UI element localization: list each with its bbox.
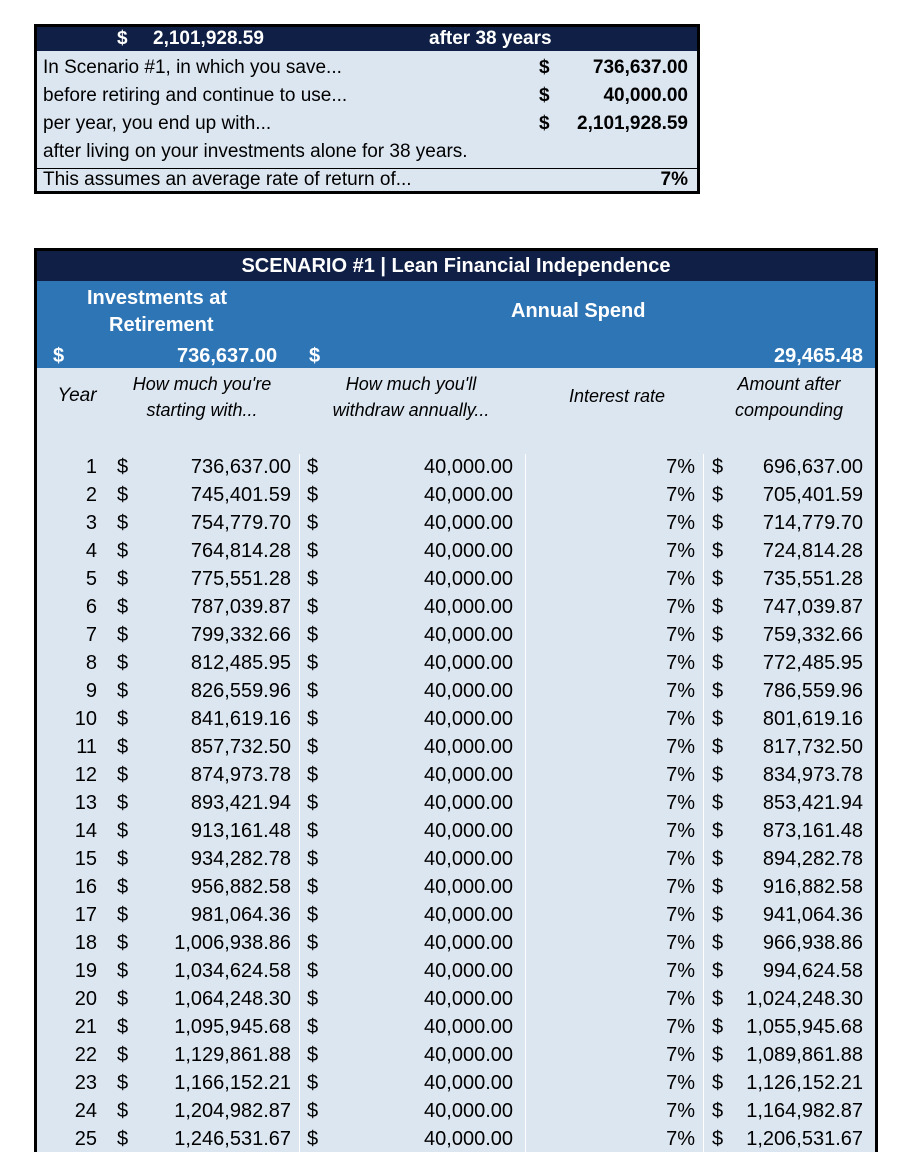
col-after: Amount after compounding xyxy=(734,374,844,420)
row-start-amount: 1,006,938.86 xyxy=(174,932,291,954)
row-interest-rate: 7% xyxy=(666,596,695,618)
row-start-dollar: $ xyxy=(117,1072,129,1094)
row-after-dollar: $ xyxy=(712,736,724,758)
row-interest-rate: 7% xyxy=(666,624,695,646)
row-start-amount: 775,551.28 xyxy=(190,568,291,590)
summary-header-years: after 38 years xyxy=(429,28,552,49)
row-interest-rate: 7% xyxy=(666,960,695,982)
table-row xyxy=(37,538,875,566)
row-withdraw-amount: 40,000.00 xyxy=(424,708,513,730)
row-withdraw-amount: 40,000.00 xyxy=(424,1100,513,1122)
row-withdraw-dollar: $ xyxy=(307,652,319,674)
row-interest-rate: 7% xyxy=(666,736,695,758)
row-after-dollar: $ xyxy=(712,988,724,1010)
row-after-amount: 696,637.00 xyxy=(762,456,863,478)
row-interest-rate: 7% xyxy=(666,904,695,926)
row-interest-rate: 7% xyxy=(666,484,695,506)
row-start-dollar: $ xyxy=(117,848,129,870)
scenario-summary-band xyxy=(37,281,875,368)
summary-header-dollar: $ xyxy=(117,28,128,49)
row-start-dollar: $ xyxy=(117,792,129,814)
row-after-amount: 724,814.28 xyxy=(762,540,863,562)
row-start-dollar: $ xyxy=(117,680,129,702)
row-after-amount: 994,624.58 xyxy=(762,960,863,982)
row-withdraw-amount: 40,000.00 xyxy=(424,792,513,814)
row-withdraw-amount: 40,000.00 xyxy=(424,596,513,618)
summary-line-5: This assumes an average rate of return of... xyxy=(43,169,412,190)
row-start-dollar: $ xyxy=(117,652,129,674)
row-withdraw-amount: 40,000.00 xyxy=(424,1044,513,1066)
row-withdraw-amount: 40,000.00 xyxy=(424,1016,513,1038)
row-after-dollar: $ xyxy=(712,1072,724,1094)
row-after-dollar: $ xyxy=(712,484,724,506)
row-start-amount: 1,095,945.68 xyxy=(174,1016,291,1038)
row-after-dollar: $ xyxy=(712,876,724,898)
table-row xyxy=(37,930,875,958)
row-year: 10 xyxy=(74,708,97,730)
row-start-dollar: $ xyxy=(117,988,129,1010)
row-year: 19 xyxy=(74,960,97,982)
row-interest-rate: 7% xyxy=(666,680,695,702)
row-year: 14 xyxy=(74,820,97,842)
row-after-dollar: $ xyxy=(712,764,724,786)
table-row xyxy=(37,818,875,846)
retirement-dollar: $ xyxy=(53,345,65,367)
annual-spend-amount: 29,465.48 xyxy=(774,345,863,367)
row-after-dollar: $ xyxy=(712,1016,724,1038)
table-row xyxy=(37,1070,875,1098)
row-after-amount: 1,089,861.88 xyxy=(746,1044,863,1066)
row-start-amount: 1,129,861.88 xyxy=(174,1044,291,1066)
row-withdraw-amount: 40,000.00 xyxy=(424,876,513,898)
row-year: 15 xyxy=(74,848,97,870)
row-start-dollar: $ xyxy=(117,1128,129,1150)
row-interest-rate: 7% xyxy=(666,848,695,870)
row-interest-rate: 7% xyxy=(666,988,695,1010)
row-interest-rate: 7% xyxy=(666,764,695,786)
col-starting: How much you're starting with... xyxy=(132,374,272,420)
row-withdraw-dollar: $ xyxy=(307,596,319,618)
summary-rate-divider xyxy=(699,168,700,194)
summary-savings-dollar: $ xyxy=(539,57,550,78)
row-after-amount: 894,282.78 xyxy=(762,848,863,870)
table-row xyxy=(37,1042,875,1070)
row-after-dollar: $ xyxy=(712,596,724,618)
row-start-dollar: $ xyxy=(117,456,129,478)
row-start-dollar: $ xyxy=(117,1100,129,1122)
row-start-amount: 745,401.59 xyxy=(190,484,291,506)
row-after-amount: 1,206,531.67 xyxy=(746,1128,863,1150)
summary-result-amount: 2,101,928.59 xyxy=(577,113,688,134)
row-withdraw-dollar: $ xyxy=(307,848,319,870)
row-after-amount: 772,485.95 xyxy=(762,652,863,674)
row-interest-rate: 7% xyxy=(666,1100,695,1122)
row-start-amount: 1,246,531.67 xyxy=(174,1128,291,1150)
table-row xyxy=(37,846,875,874)
row-after-amount: 1,126,152.21 xyxy=(746,1072,863,1094)
row-start-dollar: $ xyxy=(117,624,129,646)
row-interest-rate: 7% xyxy=(666,932,695,954)
row-start-amount: 981,064.36 xyxy=(190,904,291,926)
row-after-amount: 817,732.50 xyxy=(762,736,863,758)
table-row xyxy=(37,650,875,678)
row-after-amount: 916,882.58 xyxy=(762,876,863,898)
row-withdraw-dollar: $ xyxy=(307,484,319,506)
row-year: 16 xyxy=(74,876,97,898)
row-start-amount: 787,039.87 xyxy=(190,596,291,618)
row-year: 22 xyxy=(74,1044,97,1066)
row-year: 13 xyxy=(74,792,97,814)
row-interest-rate: 7% xyxy=(666,708,695,730)
row-after-amount: 1,164,982.87 xyxy=(746,1100,863,1122)
row-after-amount: 759,332.66 xyxy=(762,624,863,646)
row-after-dollar: $ xyxy=(712,568,724,590)
row-withdraw-amount: 40,000.00 xyxy=(424,1072,513,1094)
spend-dollar: $ xyxy=(309,345,321,367)
row-start-dollar: $ xyxy=(117,876,129,898)
column-headers xyxy=(37,368,875,442)
row-withdraw-amount: 40,000.00 xyxy=(424,1128,513,1150)
row-start-dollar: $ xyxy=(117,960,129,982)
summary-line-2: before retiring and continue to use... xyxy=(43,85,348,106)
row-withdraw-amount: 40,000.00 xyxy=(424,736,513,758)
row-withdraw-amount: 40,000.00 xyxy=(424,988,513,1010)
row-start-dollar: $ xyxy=(117,568,129,590)
row-after-amount: 966,938.86 xyxy=(762,932,863,954)
row-after-amount: 705,401.59 xyxy=(762,484,863,506)
row-interest-rate: 7% xyxy=(666,540,695,562)
row-after-dollar: $ xyxy=(712,680,724,702)
summary-line-4: after living on your investments alone for 38 years. xyxy=(43,141,468,162)
row-withdraw-dollar: $ xyxy=(307,680,319,702)
summary-spend-amount: 40,000.00 xyxy=(603,85,688,106)
summary-line-3: per year, you end up with... xyxy=(43,113,272,134)
row-withdraw-amount: 40,000.00 xyxy=(424,484,513,506)
row-year: 24 xyxy=(74,1100,97,1122)
row-after-dollar: $ xyxy=(712,904,724,926)
row-year: 23 xyxy=(74,1072,97,1094)
row-year: 2 xyxy=(85,484,97,506)
row-year: 17 xyxy=(74,904,97,926)
investments-label-line2: Retirement xyxy=(109,314,214,336)
row-year: 18 xyxy=(74,932,97,954)
table-row xyxy=(37,454,875,482)
table-row xyxy=(37,762,875,790)
row-year: 21 xyxy=(74,1016,97,1038)
row-after-dollar: $ xyxy=(712,792,724,814)
row-start-amount: 934,282.78 xyxy=(190,848,291,870)
summary-savings-amount: 736,637.00 xyxy=(592,57,688,78)
row-after-dollar: $ xyxy=(712,848,724,870)
summary-header-amount: 2,101,928.59 xyxy=(153,28,264,49)
row-start-dollar: $ xyxy=(117,904,129,926)
row-start-dollar: $ xyxy=(117,1044,129,1066)
column-divider xyxy=(703,454,704,1152)
row-withdraw-amount: 40,000.00 xyxy=(424,512,513,534)
row-start-dollar: $ xyxy=(117,736,129,758)
row-start-dollar: $ xyxy=(117,596,129,618)
col-withdraw: How much you'll withdraw annually... xyxy=(332,374,490,420)
row-start-dollar: $ xyxy=(117,764,129,786)
table-row xyxy=(37,902,875,930)
row-after-dollar: $ xyxy=(712,708,724,730)
row-after-amount: 1,055,945.68 xyxy=(746,1016,863,1038)
row-interest-rate: 7% xyxy=(666,1128,695,1150)
row-withdraw-amount: 40,000.00 xyxy=(424,540,513,562)
row-start-dollar: $ xyxy=(117,540,129,562)
row-year: 6 xyxy=(85,596,97,618)
row-start-amount: 841,619.16 xyxy=(190,708,291,730)
row-interest-rate: 7% xyxy=(666,1016,695,1038)
row-withdraw-amount: 40,000.00 xyxy=(424,680,513,702)
row-withdraw-dollar: $ xyxy=(307,1072,319,1094)
row-interest-rate: 7% xyxy=(666,568,695,590)
row-start-amount: 1,204,982.87 xyxy=(174,1100,291,1122)
row-interest-rate: 7% xyxy=(666,1044,695,1066)
table-row xyxy=(37,986,875,1014)
row-withdraw-amount: 40,000.00 xyxy=(424,932,513,954)
table-row xyxy=(37,1126,875,1152)
table-row xyxy=(37,594,875,622)
row-after-amount: 941,064.36 xyxy=(762,904,863,926)
row-after-amount: 1,024,248.30 xyxy=(746,988,863,1010)
row-after-dollar: $ xyxy=(712,652,724,674)
col-interest: Interest rate xyxy=(568,386,666,406)
table-row xyxy=(37,790,875,818)
row-start-amount: 1,034,624.58 xyxy=(174,960,291,982)
row-withdraw-dollar: $ xyxy=(307,792,319,814)
row-interest-rate: 7% xyxy=(666,876,695,898)
row-year: 9 xyxy=(85,680,97,702)
scenario-table xyxy=(34,248,878,1152)
row-withdraw-dollar: $ xyxy=(307,1100,319,1122)
row-withdraw-dollar: $ xyxy=(307,988,319,1010)
row-withdraw-amount: 40,000.00 xyxy=(424,568,513,590)
row-withdraw-dollar: $ xyxy=(307,1128,319,1150)
table-row xyxy=(37,874,875,902)
row-start-amount: 874,973.78 xyxy=(190,764,291,786)
row-after-dollar: $ xyxy=(712,1128,724,1150)
row-year: 8 xyxy=(85,652,97,674)
row-after-amount: 747,039.87 xyxy=(762,596,863,618)
row-start-amount: 826,559.96 xyxy=(190,680,291,702)
row-withdraw-dollar: $ xyxy=(307,456,319,478)
row-withdraw-amount: 40,000.00 xyxy=(424,456,513,478)
row-withdraw-amount: 40,000.00 xyxy=(424,960,513,982)
row-after-dollar: $ xyxy=(712,1100,724,1122)
row-withdraw-dollar: $ xyxy=(307,876,319,898)
row-year: 25 xyxy=(74,1128,97,1150)
row-after-amount: 714,779.70 xyxy=(762,512,863,534)
summary-line-1: In Scenario #1, in which you save... xyxy=(43,57,342,78)
row-start-dollar: $ xyxy=(117,820,129,842)
row-interest-rate: 7% xyxy=(666,652,695,674)
row-withdraw-dollar: $ xyxy=(307,820,319,842)
row-start-amount: 799,332.66 xyxy=(190,624,291,646)
row-after-dollar: $ xyxy=(712,1044,724,1066)
row-withdraw-amount: 40,000.00 xyxy=(424,764,513,786)
table-row xyxy=(37,622,875,650)
row-year: 20 xyxy=(74,988,97,1010)
row-year: 12 xyxy=(74,764,97,786)
row-interest-rate: 7% xyxy=(666,456,695,478)
row-year: 5 xyxy=(85,568,97,590)
row-interest-rate: 7% xyxy=(666,792,695,814)
row-withdraw-amount: 40,000.00 xyxy=(424,820,513,842)
row-after-amount: 801,619.16 xyxy=(762,708,863,730)
row-interest-rate: 7% xyxy=(666,512,695,534)
row-year: 7 xyxy=(85,624,97,646)
row-withdraw-amount: 40,000.00 xyxy=(424,904,513,926)
row-start-dollar: $ xyxy=(117,932,129,954)
row-withdraw-dollar: $ xyxy=(307,512,319,534)
row-withdraw-dollar: $ xyxy=(307,904,319,926)
row-interest-rate: 7% xyxy=(666,820,695,842)
row-after-amount: 873,161.48 xyxy=(762,820,863,842)
row-withdraw-dollar: $ xyxy=(307,624,319,646)
row-withdraw-dollar: $ xyxy=(307,1044,319,1066)
row-year: 11 xyxy=(76,736,97,758)
scenario-title: SCENARIO #1 | Lean Financial Independence xyxy=(37,251,875,281)
row-withdraw-dollar: $ xyxy=(307,708,319,730)
row-after-dollar: $ xyxy=(712,960,724,982)
table-row xyxy=(37,482,875,510)
table-row xyxy=(37,678,875,706)
table-row xyxy=(37,734,875,762)
row-interest-rate: 7% xyxy=(666,1072,695,1094)
row-after-amount: 834,973.78 xyxy=(762,764,863,786)
row-after-amount: 735,551.28 xyxy=(762,568,863,590)
column-divider xyxy=(525,454,526,1152)
row-start-amount: 764,814.28 xyxy=(190,540,291,562)
row-withdraw-dollar: $ xyxy=(307,736,319,758)
row-year: 4 xyxy=(85,540,97,562)
row-start-dollar: $ xyxy=(117,484,129,506)
row-after-amount: 853,421.94 xyxy=(762,792,863,814)
row-withdraw-amount: 40,000.00 xyxy=(424,624,513,646)
row-start-amount: 1,064,248.30 xyxy=(174,988,291,1010)
row-withdraw-dollar: $ xyxy=(307,932,319,954)
summary-rate: 7% xyxy=(660,169,688,190)
summary-spend-dollar: $ xyxy=(539,85,550,106)
col-year: Year xyxy=(57,385,97,406)
summary-divider xyxy=(37,168,700,169)
row-withdraw-dollar: $ xyxy=(307,960,319,982)
row-after-dollar: $ xyxy=(712,540,724,562)
row-start-amount: 857,732.50 xyxy=(190,736,291,758)
row-after-dollar: $ xyxy=(712,456,724,478)
row-after-dollar: $ xyxy=(712,932,724,954)
row-after-dollar: $ xyxy=(712,820,724,842)
row-start-amount: 1,166,152.21 xyxy=(174,1072,291,1094)
row-start-amount: 736,637.00 xyxy=(190,456,291,478)
table-row xyxy=(37,958,875,986)
column-divider xyxy=(299,454,300,1152)
summary-header xyxy=(37,27,697,51)
row-withdraw-dollar: $ xyxy=(307,540,319,562)
table-row xyxy=(37,1014,875,1042)
row-after-dollar: $ xyxy=(712,624,724,646)
row-start-amount: 754,779.70 xyxy=(190,512,291,534)
row-year: 1 xyxy=(85,456,97,478)
row-withdraw-dollar: $ xyxy=(307,764,319,786)
table-row xyxy=(37,1098,875,1126)
row-withdraw-dollar: $ xyxy=(307,1016,319,1038)
row-after-dollar: $ xyxy=(712,512,724,534)
row-start-amount: 913,161.48 xyxy=(190,820,291,842)
investments-label-line1: Investments at xyxy=(87,287,228,309)
summary-result-dollar: $ xyxy=(539,113,550,134)
retirement-amount: 736,637.00 xyxy=(177,345,278,367)
row-year: 3 xyxy=(85,512,97,534)
summary-box xyxy=(34,24,700,194)
row-start-amount: 893,421.94 xyxy=(190,792,291,814)
row-withdraw-dollar: $ xyxy=(307,568,319,590)
row-withdraw-amount: 40,000.00 xyxy=(424,848,513,870)
row-start-dollar: $ xyxy=(117,708,129,730)
row-start-amount: 956,882.58 xyxy=(190,876,291,898)
row-start-amount: 812,485.95 xyxy=(190,652,291,674)
annual-spend-label: Annual Spend xyxy=(511,300,646,322)
row-after-amount: 786,559.96 xyxy=(762,680,863,702)
table-row xyxy=(37,510,875,538)
table-row xyxy=(37,566,875,594)
row-start-dollar: $ xyxy=(117,512,129,534)
row-start-dollar: $ xyxy=(117,1016,129,1038)
table-row xyxy=(37,706,875,734)
row-withdraw-amount: 40,000.00 xyxy=(424,652,513,674)
